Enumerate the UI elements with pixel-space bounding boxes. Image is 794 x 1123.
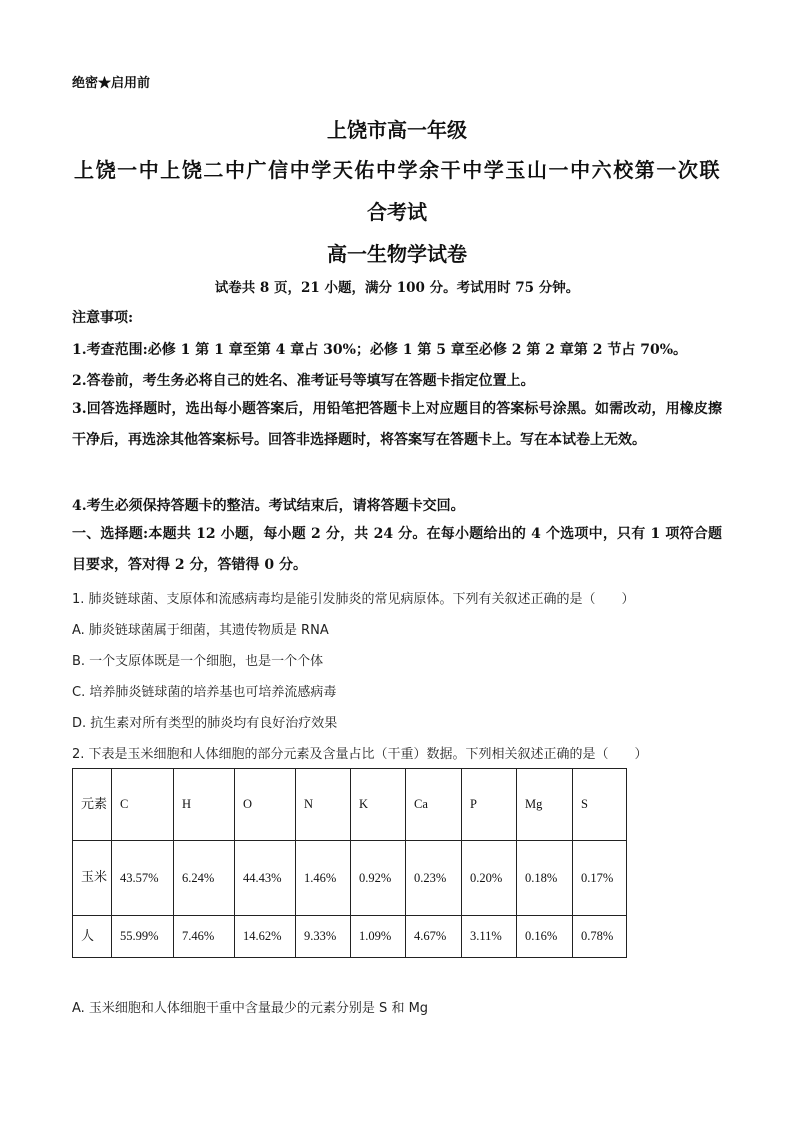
- table-header-cell: O: [235, 769, 296, 841]
- note-item: 4.考生必须保持答题卡的整洁。考试结束后，请将答题卡交回。: [72, 498, 465, 514]
- table-cell: 0.17%: [573, 841, 627, 916]
- table-cell: 3.11%: [462, 916, 517, 958]
- table-cell: 0.92%: [351, 841, 406, 916]
- table-cell: 人: [73, 916, 112, 958]
- table-cell: 4.67%: [406, 916, 462, 958]
- table-cell: 55.99%: [112, 916, 174, 958]
- table-header-cell: P: [462, 769, 517, 841]
- table-row: [73, 916, 627, 958]
- element-table: [72, 768, 627, 958]
- table-cell: 44.43%: [235, 841, 296, 916]
- table-header-cell: 元素: [73, 769, 112, 841]
- table-cell: 0.16%: [517, 916, 573, 958]
- table-header-cell: S: [573, 769, 627, 841]
- option-a: A. 肺炎链球菌属于细菌，其遗传物质是 RNA: [72, 623, 329, 638]
- table-cell: 1.09%: [351, 916, 406, 958]
- confidential-label: 绝密★启用前: [72, 76, 151, 91]
- section-heading: 一、选择题:本题共 12 小题，每小题 2 分，共 24 分。在每小题给出的 4 个选项中，只有 1 项符合题目要求，答对得 2 分，答错得 0 分。: [72, 526, 722, 573]
- note-item: 3.回答选择题时，选出每小题答案后，用铅笔把答题卡上对应题目的答案标号涂黑。如需改动，用橡皮擦干净后，再选涂其他答案标号。回答非选择题时，将答案写在答题卡上。写在本试卷上无效。: [72, 401, 722, 448]
- table-cell: 9.33%: [296, 916, 351, 958]
- table-cell: 1.46%: [296, 841, 351, 916]
- table-cell: 0.23%: [406, 841, 462, 916]
- table-header-cell: Mg: [517, 769, 573, 841]
- table-row: [73, 841, 627, 916]
- table-cell: 43.57%: [112, 841, 174, 916]
- note-item: 2.答卷前，考生务必将自己的姓名、准考证号等填写在答题卡指定位置上。: [72, 373, 535, 389]
- table-cell: 0.18%: [517, 841, 573, 916]
- table-cell: 玉米: [73, 841, 112, 916]
- table-header-cell: N: [296, 769, 351, 841]
- title-exam: 合考试: [367, 200, 427, 224]
- title-subject: 高一生物学试卷: [327, 242, 467, 266]
- table-cell: 0.20%: [462, 841, 517, 916]
- table-header-cell: H: [174, 769, 235, 841]
- option-a: A. 玉米细胞和人体细胞干重中含量最少的元素分别是 S 和 Mg: [72, 1001, 429, 1016]
- note-item: 1.考查范围:必修 1 第 1 章至第 4 章占 30%；必修 1 第 5 章至必修 2 第 2 章第 2 节占 70%。: [72, 342, 688, 358]
- option-b: B. 一个支原体既是一个细胞，也是一个个体: [72, 654, 324, 669]
- table-cell: 7.46%: [174, 916, 235, 958]
- table-header-cell: K: [351, 769, 406, 841]
- question-stem: 1. 肺炎链球菌、支原体和流感病毒均是能引发肺炎的常见病原体。下列有关叙述正确的是（ ）: [72, 592, 635, 607]
- table-cell: 14.62%: [235, 916, 296, 958]
- exam-info: 试卷共 8 页，21 小题，满分 100 分。考试用时 75 分钟。: [214, 280, 580, 296]
- table-cell: 6.24%: [174, 841, 235, 916]
- table-cell: 0.78%: [573, 916, 627, 958]
- title-city: 上饶市高一年级: [327, 118, 467, 142]
- question-stem: 2. 下表是玉米细胞和人体细胞的部分元素及含量占比（干重）数据。下列相关叙述正确的是（ ）: [72, 747, 648, 762]
- table-header-cell: Ca: [406, 769, 462, 841]
- table-header-cell: C: [112, 769, 174, 841]
- option-c: C. 培养肺炎链球菌的培养基也可培养流感病毒: [72, 685, 337, 700]
- notes-heading: 注意事项:: [72, 310, 134, 326]
- title-schools: 上饶一中上饶二中广信中学天佑中学余干中学玉山一中六校第一次联: [74, 158, 720, 182]
- table-header-row: [73, 769, 627, 841]
- option-d: D. 抗生素对所有类型的肺炎均有良好治疗效果: [72, 716, 338, 731]
